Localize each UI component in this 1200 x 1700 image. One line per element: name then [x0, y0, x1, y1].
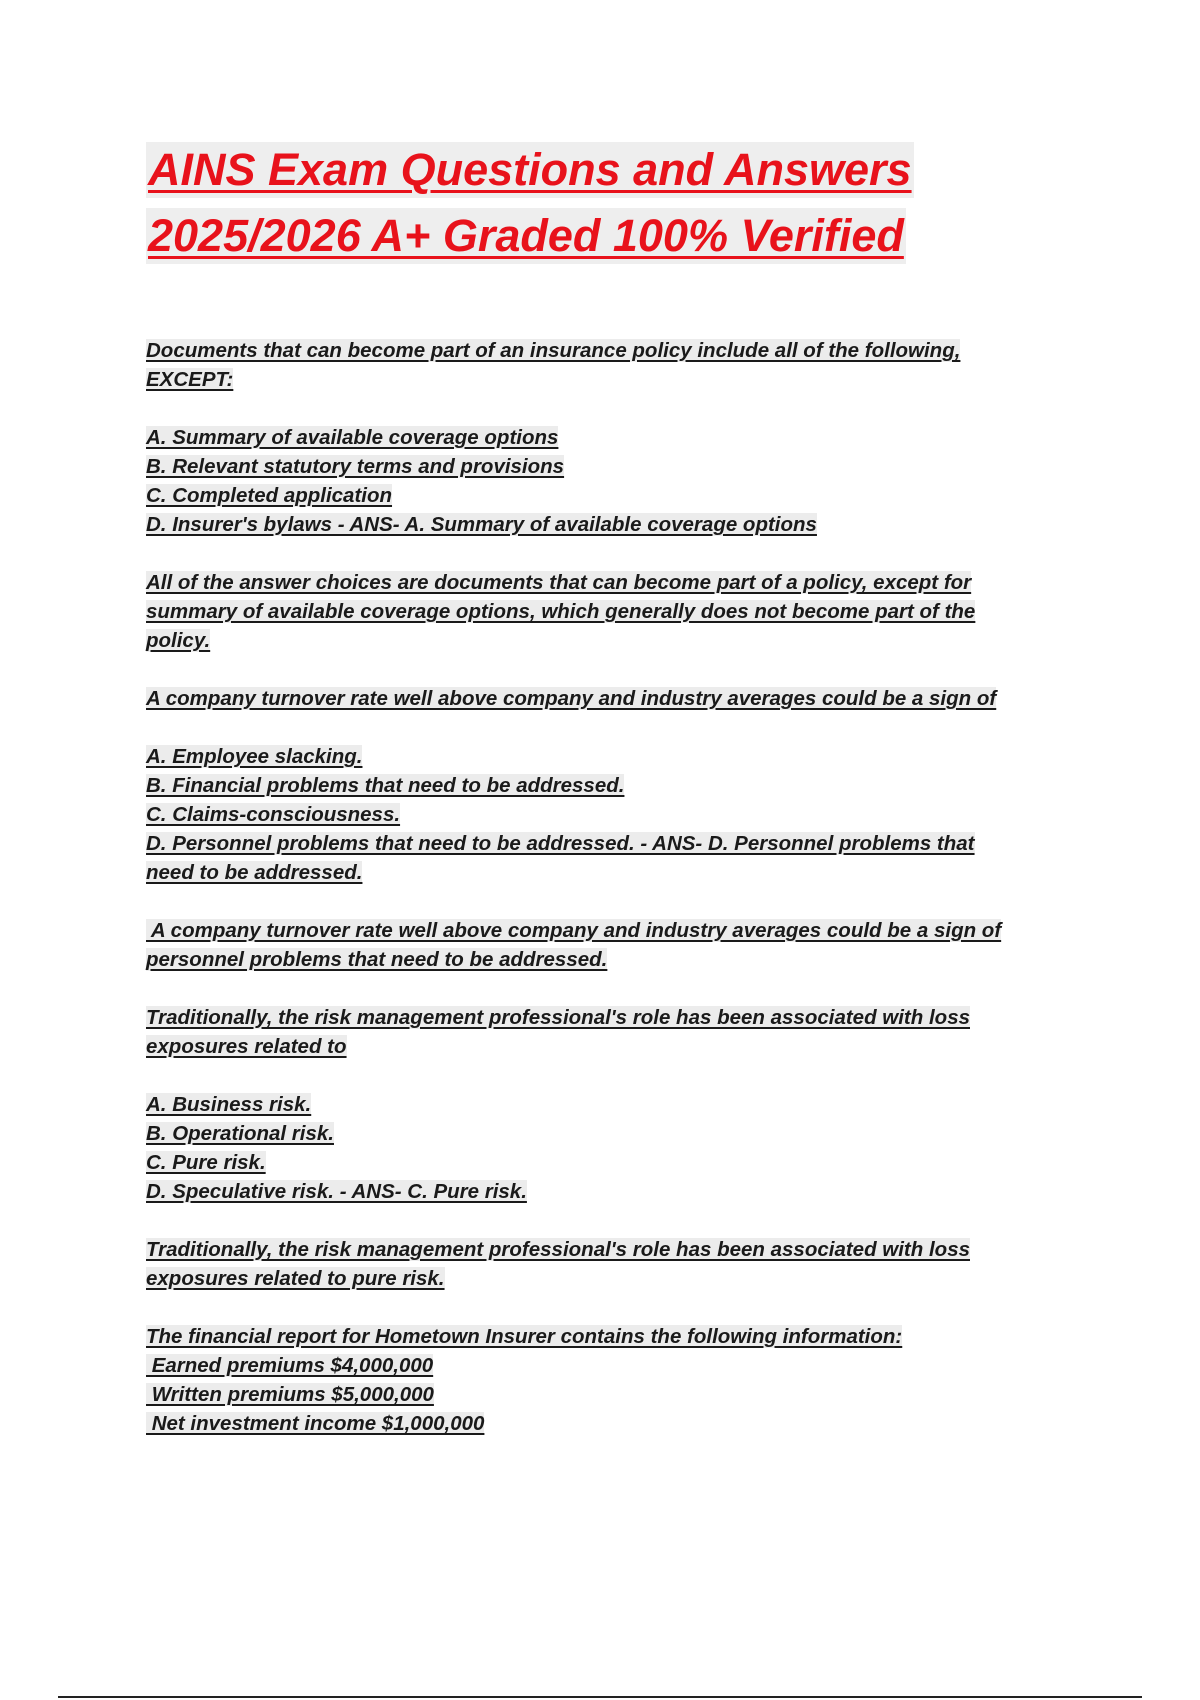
question-1-option-d-answer: D. Insurer's bylaws - ANS- A. Summary of available coverage options	[146, 513, 817, 536]
question-2-option-c: C. Claims-consciousness.	[146, 803, 401, 826]
question-2-explanation-line-1: A company turnover rate well above company and industry averages could be a sign of	[146, 919, 1002, 942]
question-3-option-d-answer: D. Speculative risk. - ANS- C. Pure risk.	[146, 1180, 527, 1203]
question-1-explanation-line-2: summary of available coverage options, which generally does not become part of the	[146, 600, 976, 623]
document-title	[146, 142, 1046, 274]
question-4-line-1: The financial report for Hometown Insurer contains the following information:	[146, 1325, 903, 1348]
question-1-line-2: EXCEPT:	[146, 368, 234, 391]
title-line-1: AINS Exam Questions and Answers	[146, 142, 914, 198]
question-1	[146, 336, 1086, 365]
question-2-explanation-line-2: personnel problems that need to be addressed.	[146, 948, 608, 971]
question-2-line-1: A company turnover rate well above company and industry averages could be a sign of	[146, 687, 997, 710]
question-1-line-1: Documents that can become part of an insurance policy include all of the following,	[146, 339, 961, 362]
question-3-line-2: exposures related to	[146, 1035, 347, 1058]
question-3-option-c: C. Pure risk.	[146, 1151, 266, 1174]
question-1-explanation-line-3: policy.	[146, 629, 211, 652]
question-4-earned-premiums: Earned premiums $4,000,000	[146, 1354, 434, 1377]
question-2-option-b: B. Financial problems that need to be addressed.	[146, 774, 625, 797]
footer-divider	[58, 1696, 1142, 1698]
question-1-option-b: B. Relevant statutory terms and provisions	[146, 455, 565, 478]
title-line-2: 2025/2026 A+ Graded 100% Verified	[146, 208, 906, 264]
question-3-line-1: Traditionally, the risk management professional's role has been associated with loss	[146, 1006, 970, 1029]
question-4-written-premiums: Written premiums $5,000,000	[146, 1383, 434, 1406]
question-2-option-d-answer-line-2: need to be addressed.	[146, 861, 363, 884]
question-3-explanation-line-2: exposures related to pure risk.	[146, 1267, 445, 1290]
question-3-option-a: A. Business risk.	[146, 1093, 312, 1116]
question-1-option-a: A. Summary of available coverage options	[146, 426, 559, 449]
question-1-explanation-line-1: All of the answer choices are documents that can become part of a policy, except for	[146, 571, 972, 594]
question-2-option-a: A. Employee slacking.	[146, 745, 363, 768]
question-1-option-c: C. Completed application	[146, 484, 393, 507]
question-4-net-investment-income: Net investment income $1,000,000	[146, 1412, 485, 1435]
document-body	[146, 336, 1086, 1438]
question-2-option-d-answer-line-1: D. Personnel problems that need to be addressed. - ANS- D. Personnel problems that	[146, 832, 975, 855]
question-3-explanation-line-1: Traditionally, the risk management professional's role has been associated with loss	[146, 1238, 970, 1261]
question-3-option-b: B. Operational risk.	[146, 1122, 334, 1145]
